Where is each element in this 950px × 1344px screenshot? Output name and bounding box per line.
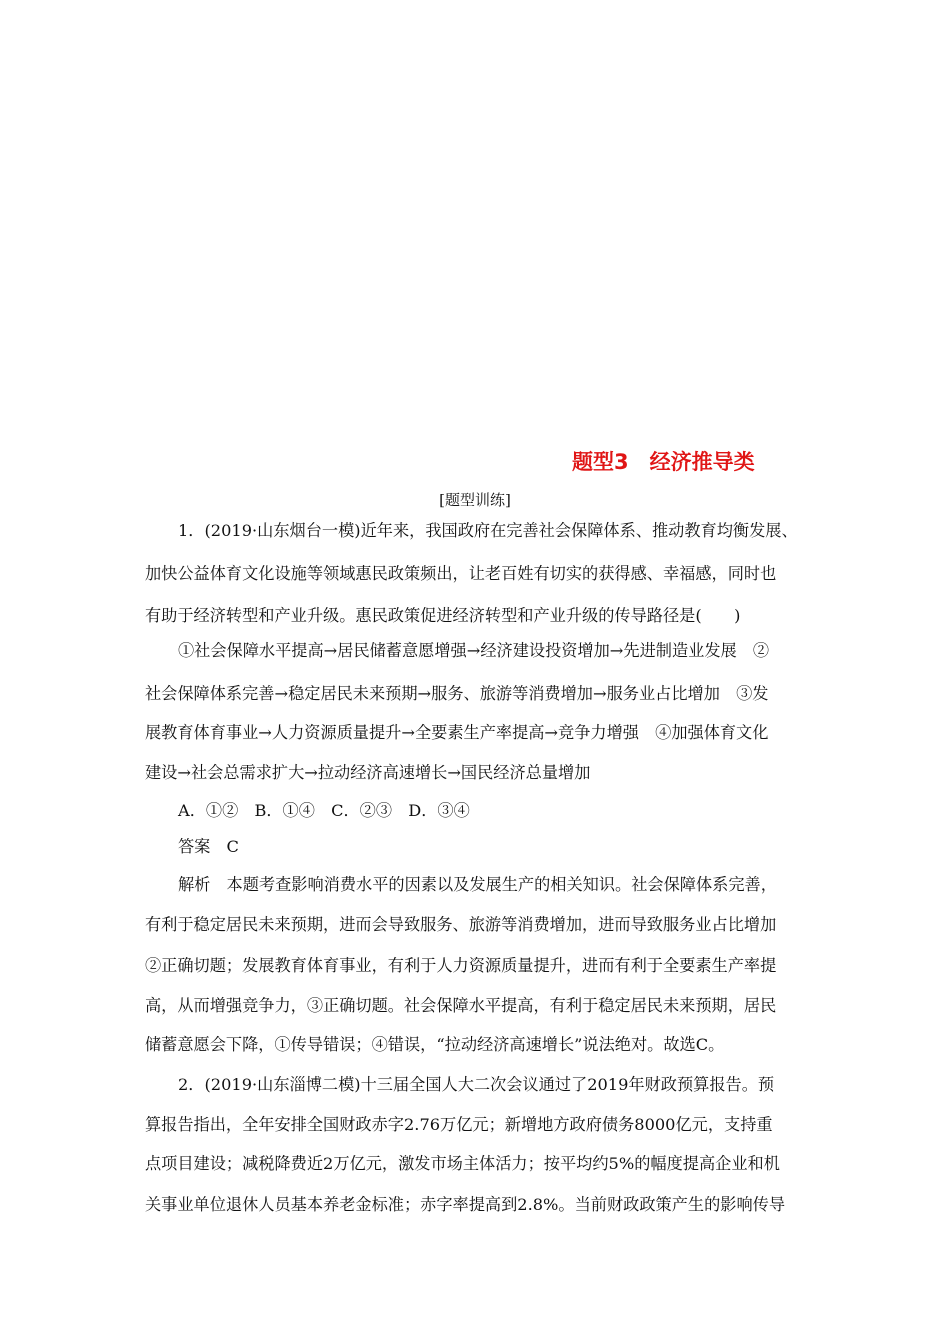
question-1-statement-line: 社会保障体系完善→稳定居民未来预期→服务、旅游等消费增加→服务业占比增加 ③发 <box>145 684 769 703</box>
question-1-analysis-line: 高，从而增强竞争力，③正确切题。社会保障水平提高，有利于稳定居民未来预期，居民 <box>145 996 777 1015</box>
section-subtitle: [题型训练] <box>439 491 511 509</box>
question-1-statement-line: 建设→社会总需求扩大→拉动经济高速增长→国民经济总量增加 <box>145 763 591 782</box>
question-1-answer: 答案 C <box>178 837 239 856</box>
page-title: 题型3 经济推导类 <box>572 450 755 474</box>
question-1-stem-line: 1．(2019·山东烟台一模)近年来，我国政府在完善社会保障体系、推动教育均衡发展、 <box>178 521 798 540</box>
question-1-options: A．①② B．①④ C．②③ D．③④ <box>178 801 470 820</box>
question-1-analysis-line: 有利于稳定居民未来预期，进而会导致服务、旅游等消费增加，进而导致服务业占比增加 <box>145 915 777 934</box>
question-2-stem-line: 2．(2019·山东淄博二模)十三届全国人大二次会议通过了2019年财政预算报告。预 <box>178 1075 775 1094</box>
question-1-statement-line: ①社会保障水平提高→居民储蓄意愿增强→经济建设投资增加→先进制造业发展 ② <box>178 641 770 660</box>
question-2-stem-line: 算报告指出，全年安排全国财政赤字2.76万亿元；新增地方政府债务8000亿元，支持重 <box>145 1115 773 1134</box>
question-1-stem-line: 加快公益体育文化设施等领域惠民政策频出，让老百姓有切实的获得感、幸福感，同时也 <box>145 564 777 583</box>
question-1-analysis-line: 储蓄意愿会下降，①传导错误；④错误，“拉动经济高速增长”说法绝对。故选C。 <box>145 1035 725 1054</box>
question-2-stem-line: 点项目建设；减税降费近2万亿元，激发市场主体活力；按平均约5%的幅度提高企业和机 <box>145 1154 780 1173</box>
question-1-statement-line: 展教育体育事业→人力资源质量提升→全要素生产率提高→竞争力增强 ④加强体育文化 <box>145 723 769 742</box>
question-1-stem-line: 有助于经济转型和产业升级。惠民政策促进经济转型和产业升级的传导路径是( ) <box>145 606 741 625</box>
question-1-analysis-line: ②正确切题；发展教育体育事业，有利于人力资源质量提升，进而有利于全要素生产率提 <box>145 956 777 975</box>
question-1-analysis-line: 解析 本题考查影响消费水平的因素以及发展生产的相关知识。社会保障体系完善， <box>178 875 777 894</box>
question-2-stem-line: 关事业单位退休人员基本养老金标准；赤字率提高到2.8%。当前财政政策产生的影响传导 <box>145 1195 786 1214</box>
